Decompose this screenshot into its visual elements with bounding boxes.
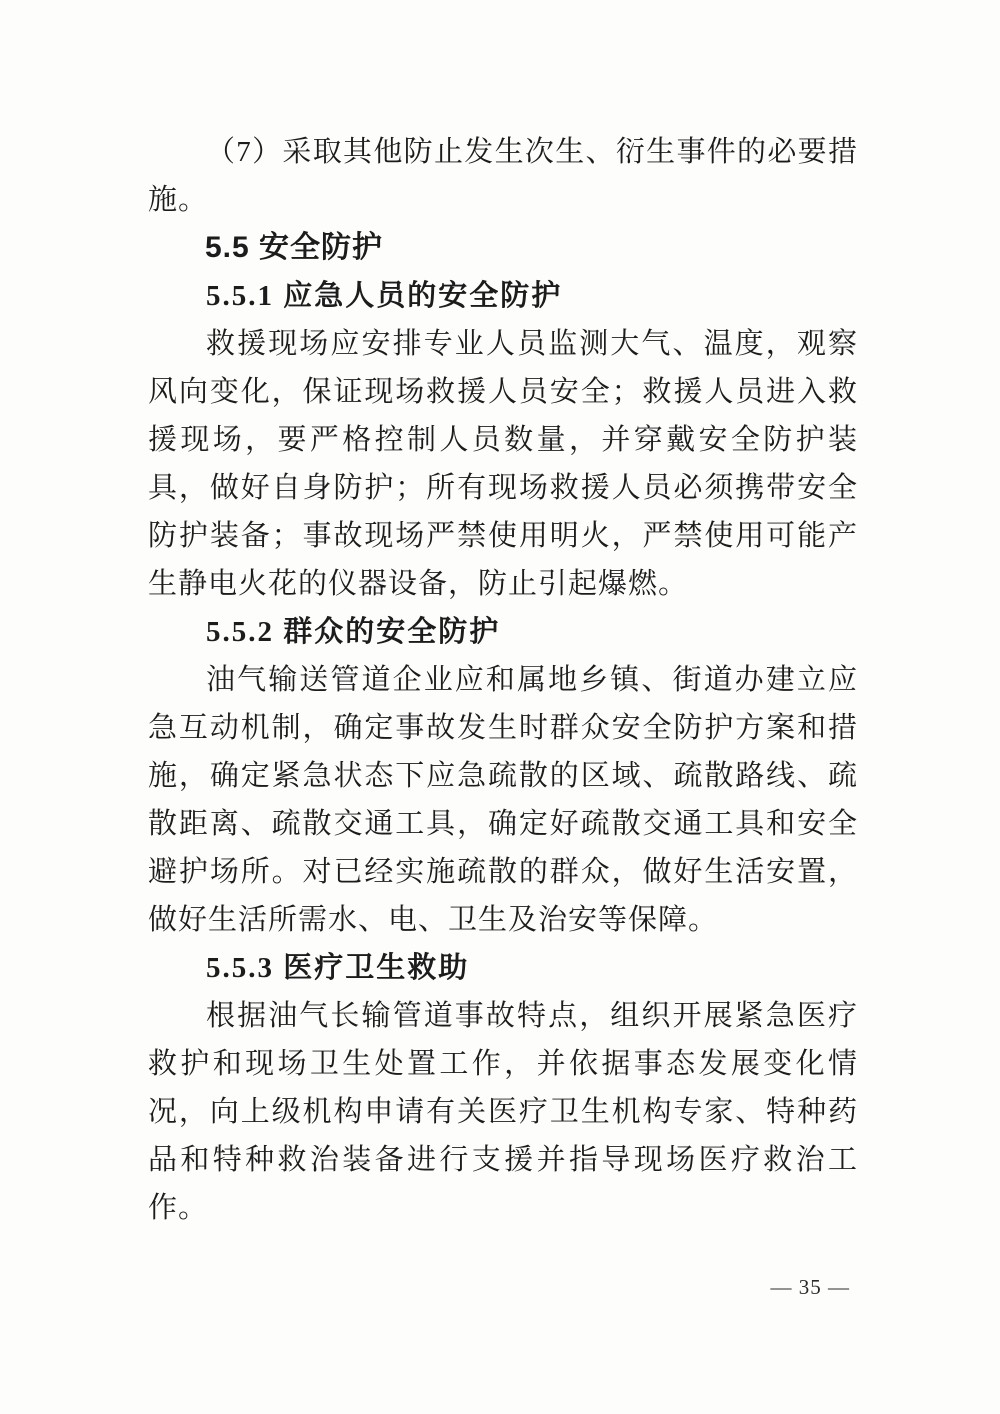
paragraph-medical-aid: 根据油气长输管道事故特点，组织开展紧急医疗救护和现场卫生处置工作，并依据事态发展变化情况，向上级机构申请有关医疗卫生机构专家、特种药品和特种救治装备进行支援并指导现场医疗救治工作。 bbox=[148, 1000, 858, 1224]
page-number: — 35 — bbox=[770, 1275, 850, 1299]
subsection-heading-5-5-2: 5.5.2 群众的安全防护 bbox=[206, 616, 501, 648]
paragraph-public-safety: 油气输送管道企业应和属地乡镇、街道办建立应急互动机制，确定事故发生时群众安全防护方案和措施，确定紧急状态下应急疏散的区域、疏散路线、疏散距离、疏散交通工具，确定好疏散交通工具和安全避护场所。对已经实施疏散的群众，做好生活安置，做好生活所需水、电、卫生及治安等保障。 bbox=[148, 664, 858, 936]
paragraph-item-7: （7）采取其他防止发生次生、衍生事件的必要措施。 bbox=[148, 136, 858, 216]
section-heading-5-5: 5.5 安全防护 bbox=[205, 231, 384, 264]
page-content bbox=[148, 128, 858, 1232]
subsection-heading-5-5-3: 5.5.3 医疗卫生救助 bbox=[206, 952, 470, 984]
paragraph-responder-safety: 救援现场应安排专业人员监测大气、温度，观察风向变化，保证现场救援人员安全；救援人员进入救援现场，要严格控制人员数量，并穿戴安全防护装具，做好自身防护；所有现场救援人员必须携带安全防护装备；事故现场严禁使用明火，严禁使用可能产生静电火花的仪器设备，防止引起爆燃。 bbox=[148, 328, 858, 600]
page-footer bbox=[771, 1272, 851, 1302]
subsection-heading-5-5-1: 5.5.1 应急人员的安全防护 bbox=[206, 280, 563, 312]
